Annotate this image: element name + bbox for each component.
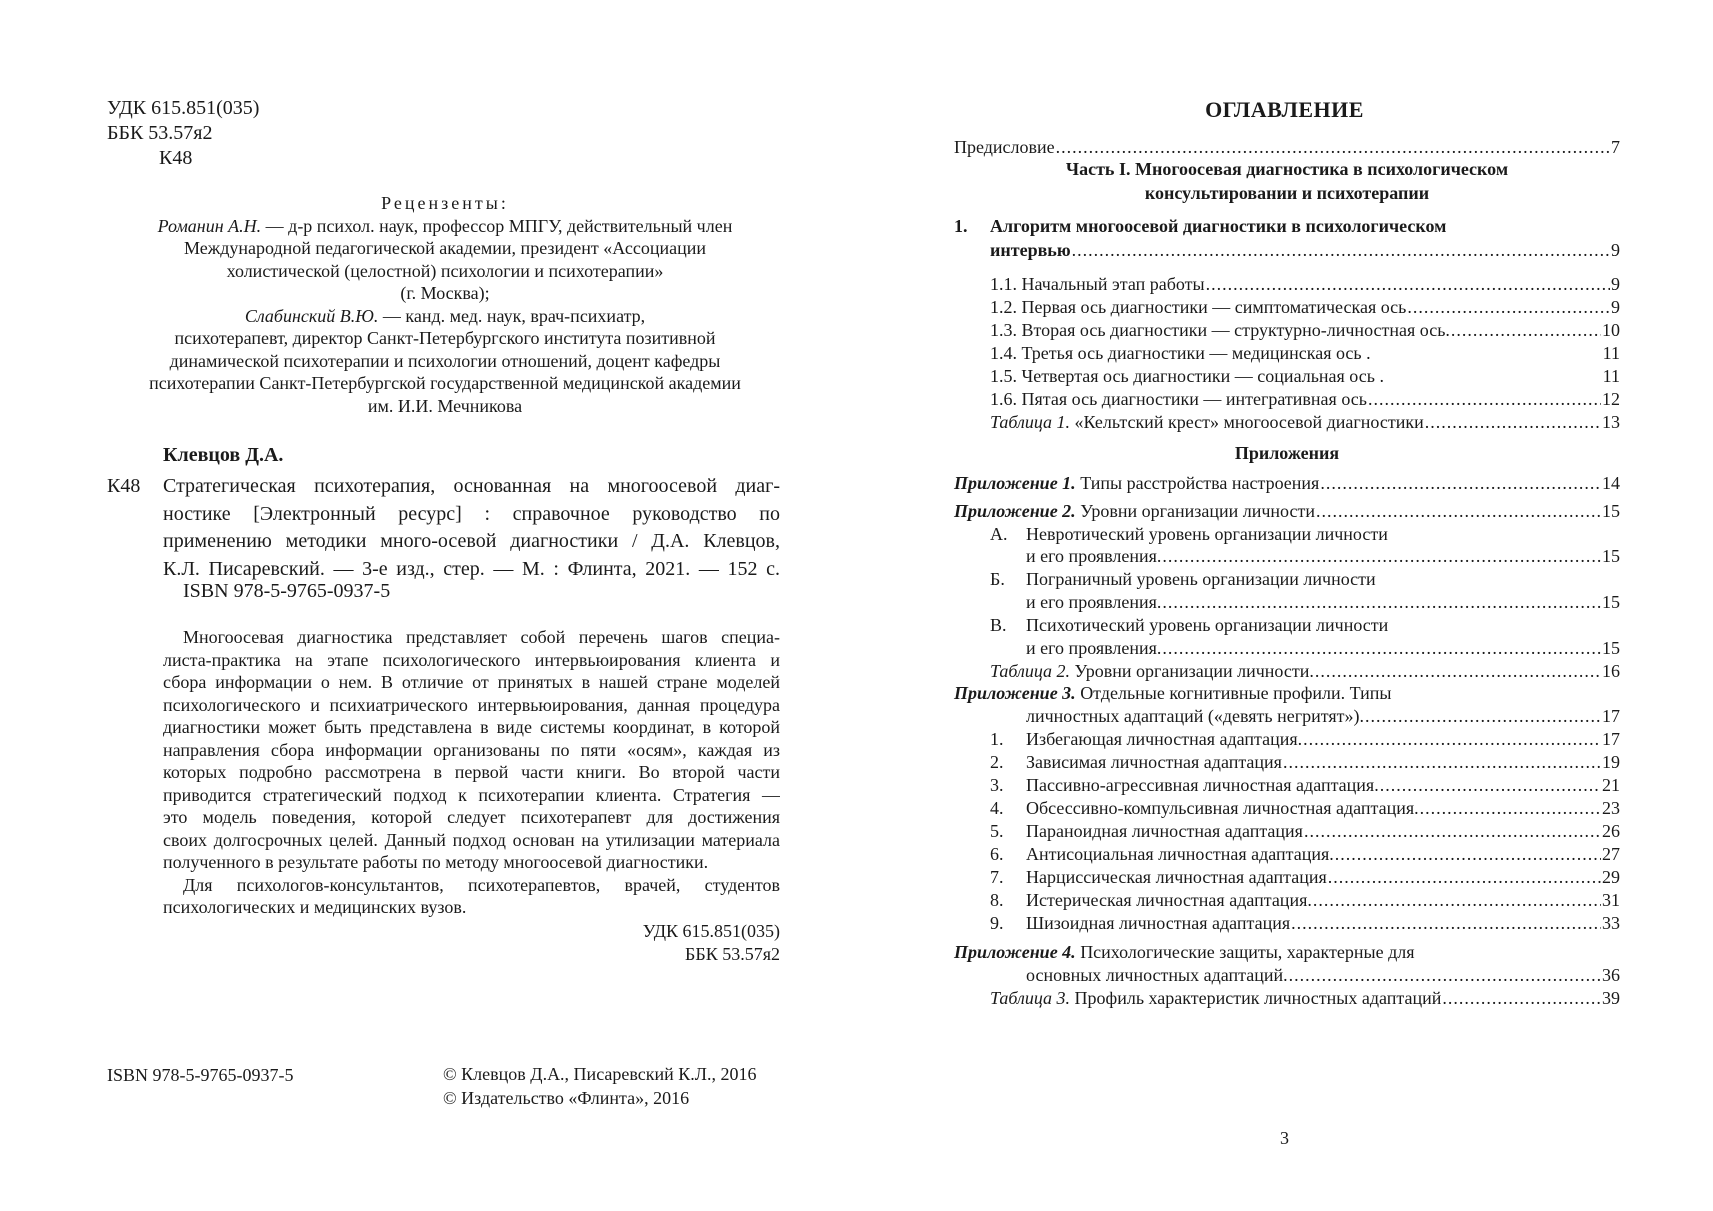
abstract-line: своих долгосрочных целей. Данный подход основан на утилизации материала [163,829,780,850]
abstract [163,626,780,919]
toc-entry-text: Уровни организации личности [1075,501,1315,521]
item-title: Психотический уровень организации личности [1026,615,1389,635]
toc-entry-table-2[interactable] [990,659,1620,683]
toc-page-number: 13 [1602,412,1620,432]
abstract-line: Многоосевая диагностика представляет собой перечень шагов специа- [183,627,780,647]
toc-entry-text: основных личностных адаптаций. [1026,965,1288,985]
reviewer-2: Слабинский В.Ю. — канд. мед. наук, врач-психиатр, [244,305,646,326]
reviewer-2-line: психотерапии Санкт-Петербургской государственной медицинской академии [149,373,741,393]
toc-entry-adaptation[interactable] [990,888,1620,912]
toc-entry-section[interactable] [990,364,1620,388]
leader-dots [1206,272,1610,296]
toc-entry-chapter-1[interactable] [990,238,1620,262]
toc-entry-text: Нарциссическая личностная адаптация [1026,867,1327,887]
toc-page-number: 19 [1602,752,1620,772]
toc-entry-text: и его проявления. [1026,638,1162,658]
reviewers-heading: Рецензенты: [381,193,509,213]
table-label: Таблица 3. [990,988,1071,1008]
leader-dots [1368,387,1601,411]
toc-entry-text: личностных адаптаций («девять негритят»). [1026,706,1365,726]
toc-entry-appendix-1[interactable] [954,471,1620,495]
leader-dots [1072,238,1610,262]
toc-entry-section[interactable] [990,295,1620,319]
part-1-line: консультировании и психотерапии [1144,183,1430,203]
toc-page-number: 16 [1602,661,1620,681]
reviewer-1: Романин А.Н. — д-р психол. наук, профессор МПГУ, действительный член [157,215,733,236]
toc-page-number: 10 [1602,320,1620,340]
reviewers-block [125,192,765,417]
leader-dots [1407,295,1610,319]
bbk-code: ББК 53.57я2 [107,122,213,144]
abstract-line: диагностики может быть представлена в виде системы координат, в которой [163,717,780,737]
reviewer-1-line: Международной педагогической академии, президент «Ассоциации [184,238,706,258]
isbn-top: ISBN 978-5-9765-0937-5 [183,580,391,602]
toc-page-number: 9 [1611,240,1620,260]
appendix-4-heading [954,940,1415,964]
toc-page-number: 36 [1602,965,1620,985]
toc-page-number: 11 [1602,366,1620,386]
toc-page-number: 17 [1602,729,1620,749]
appendix-3-heading [954,681,1392,705]
reviewer-1-line: холистической (целостной) психологии и психотерапии» [226,260,664,281]
toc-page-number: 15 [1602,501,1620,521]
reviewer-1-line: (г. Москва); [400,283,490,303]
toc-entry-adaptation[interactable] [990,865,1620,889]
toc-entry-preface[interactable] [954,135,1620,159]
toc-page-number: 15 [1602,546,1620,566]
part-1-line: Часть I. Многоосевая диагностика в психологическом [1065,159,1509,179]
toc-page-number: 15 [1602,638,1620,658]
abstract-line: полученного в результате работы по методу многоосевой диагностики. [163,852,709,872]
item-number: 4. [990,798,1004,818]
abstract-line: которых подробно рассмотрена в первой части книги. Во второй части [163,762,780,782]
item-number: 3. [990,775,1004,795]
toc-entry-text: 1.5. Четвертая ось диагностики — социальная ось . [990,366,1384,386]
toc-page-number: 11 [1602,343,1620,363]
abstract-line: сбора информации о нем. В отличие от принятых в нашей стране моделей [163,672,780,692]
udk-code: УДК 615.851(035) [107,97,260,119]
chapter-number: 1. [954,216,968,236]
leader-dots [1328,865,1601,889]
toc-entry-text: Избегающая личностная адаптация. [1026,729,1303,749]
toc-entry-text: Истерическая личностная адаптация. [1026,890,1312,910]
reviewer-2-line: психотерапевт, директор Санкт-Петербургского института позитивной [174,328,716,348]
toc-entry-adaptation[interactable] [990,727,1620,751]
toc-entry-adaptation[interactable] [990,819,1620,843]
toc-page-number: 27 [1602,844,1620,864]
side-author-mark: К48 [107,475,141,497]
reviewer-2-name: Слабинский В.Ю. [244,305,379,326]
toc-entry-text: 1.4. Третья ось диагностики — медицинская ось . [990,343,1371,363]
table-label: Таблица 1. [990,412,1071,432]
toc-page-number: 15 [1602,592,1620,612]
abstract-line: психологических и медицинских вузов. [163,897,467,917]
toc-page-number: 39 [1602,988,1620,1008]
leader-dots [1056,135,1610,159]
toc-entry-text: 1.3. Вторая ось диагностики — структурно-личностная ось. [990,320,1450,340]
copyright-block [443,1063,757,1110]
toc-entry-appendix-2-a[interactable] [1026,544,1620,568]
toc-entry-text: Обсессивно-компульсивная личностная адаптация. [1026,798,1419,818]
toc-entry-section[interactable] [990,272,1620,296]
toc-page-number: 31 [1602,890,1620,910]
toc-entry-text: Профиль характеристик личностных адаптаций [1070,988,1442,1008]
item-title: Пограничный уровень организации личности [1026,569,1376,589]
appendix-label: Приложение 1. [954,473,1076,493]
toc-entry-text: 1.2. Первая ось диагностики — симптоматическая ось [990,297,1407,317]
author-mark: К48 [159,147,193,169]
toc-entry-text: 1.1. Начальный этап работы [990,274,1205,294]
toc-page-number: 14 [1602,473,1620,493]
toc-entry-text: и его проявления. [1026,546,1162,566]
biblio-line: применению методики много-осевой диагностики / Д.А. Клевцов, [163,530,780,552]
biblio-line: ностике [Электронный ресурс] : справочное руководство по [163,502,780,525]
toc-entry-text: Типы расстройства настроения [1075,473,1320,493]
leader-dots [1162,590,1601,614]
toc-entry-text: Шизоидная личностная адаптация [1026,913,1291,933]
appendix-2-item-b [990,567,1376,591]
toc-title: ОГЛАВЛЕНИЕ [1205,97,1364,122]
toc-page-number: 29 [1602,867,1620,887]
reviewer-2-line: им. И.И. Мечникова [367,395,523,416]
appendix-label: Приложение 4. [954,942,1076,962]
toc-page-number: 12 [1602,389,1620,409]
toc-entry-appendix-2[interactable] [954,499,1620,523]
item-number: 2. [990,752,1004,772]
toc-entry-text: и его проявления. [1026,592,1162,612]
leader-dots [1162,544,1601,568]
item-title: Невротический уровень организации личности [1026,524,1388,544]
leader-dots [1291,911,1601,935]
leader-dots [1365,704,1601,728]
abstract-line: приводится стратегический подход к психотерапии клиента. Стратегия — [163,784,780,805]
item-letter: В. [990,615,1007,635]
abstract-line: психологического и психиатрического интервьюирования, данная процедура [163,694,780,715]
toc-entry-section[interactable] [990,387,1620,411]
toc-entry-text: Параноидная личностная адаптация [1026,821,1303,841]
toc-entry-adaptation[interactable] [990,750,1620,774]
abstract-line: направления сбора информации организованы по пяти «осям», каждая из [163,739,780,760]
toc-entry-appendix-3[interactable] [1026,704,1620,728]
toc-page-number: 26 [1602,821,1620,841]
appendix-label: Приложение 3. [954,683,1076,703]
bbk-code-right: ББК 53.57я2 [685,944,780,964]
toc-entry-text: Уровни организации личности. [1070,661,1314,681]
chapter-1-heading [954,214,1446,238]
abstract-line: это модель поведения, которой следует психотерапевт для достижения [163,807,780,827]
item-letter: Б. [990,569,1005,589]
toc-entry-text: Зависимая личностная адаптация [1026,752,1282,772]
toc-entry-appendix-2-c[interactable] [1026,636,1620,660]
appendix-2-item-c [990,613,1388,637]
leader-dots [1420,796,1601,820]
toc-entry-adaptation[interactable] [990,842,1620,866]
toc-entry-adaptation[interactable] [990,796,1620,820]
leader-dots [1320,471,1601,495]
part-1-heading [954,157,1620,205]
item-letter: А. [990,524,1008,544]
leader-dots [1315,659,1601,683]
toc-page-number: 21 [1602,775,1620,795]
toc-entry-text: Пассивно-агрессивная личностная адаптация. [1026,775,1379,795]
reviewer-1-name: Романин А.Н. [157,215,262,236]
leader-dots [1313,888,1601,912]
toc-entry-appendix-2-b[interactable] [1026,590,1620,614]
leader-dots [1335,842,1601,866]
toc-entry-table-3[interactable] [990,986,1620,1010]
reviewer-2-line: динамической психотерапии и психологии отношений, доцент кафедры [169,350,721,371]
leader-dots [1316,499,1601,523]
toc-entry-text: 1.6. Пятая ось диагностики — интегративная ось [990,389,1367,409]
leader-dots [1425,410,1601,434]
right-page [856,0,1713,1211]
leader-dots [1283,750,1601,774]
isbn-bottom: ISBN 978-5-9765-0937-5 [107,1065,294,1085]
page-number: 3 [1280,1128,1289,1148]
item-number: 9. [990,913,1004,933]
leader-dots [1304,819,1601,843]
leader-dots [1451,318,1601,342]
left-page [0,0,856,1211]
toc-entry-text: «Кельтский крест» многоосевой диагностики [1070,412,1424,432]
toc-entry-section[interactable] [990,318,1620,342]
biblio-line: К.Л. Писаревский. — 3-е изд., стер. — М. : Флинта, 2021. — 152 с. [163,557,780,580]
author-name: Клевцов Д.А. [163,444,284,466]
appendix-title: Психологические защиты, характерные для [1075,942,1415,962]
copyright-publisher: © Издательство «Флинта», 2016 [443,1087,690,1108]
classification-codes [107,96,259,171]
classification-codes-right [560,920,780,966]
appendices-heading: Приложения [1234,443,1340,463]
appendix-label: Приложение 2. [954,501,1076,521]
toc-entry-table-1[interactable] [990,410,1620,434]
udk-code-right: УДК 615.851(035) [642,921,780,941]
leader-dots [1289,963,1601,987]
appendix-2-item-a [990,522,1388,546]
biblio-line: Стратегическая психотерапия, основанная на многоосевой диаг- [163,475,780,497]
chapter-title: Алгоритм многоосевой диагностики в психологическом [990,216,1447,236]
copyright-authors: © Клевцов Д.А., Писаревский К.Л., 2016 [443,1064,757,1084]
toc-entry-text: Антисоциальная личностная адаптация. [1026,844,1334,864]
table-label: Таблица 2. [990,661,1071,681]
toc-page-number: 23 [1602,798,1620,818]
item-number: 5. [990,821,1004,841]
item-number: 7. [990,867,1004,887]
toc-entry-text: Предисловие [954,137,1055,157]
item-number: 8. [990,890,1004,910]
abstract-line: Для психологов-консультантов, психотерапевтов, врачей, студентов [183,874,780,895]
toc-page-number: 7 [1611,137,1620,157]
toc-entry-adaptation[interactable] [990,773,1620,797]
leader-dots [1303,727,1601,751]
toc-entry-adaptation[interactable] [990,911,1620,935]
leader-dots [1380,773,1601,797]
toc-entry-text: интервью [990,240,1071,260]
item-number: 6. [990,844,1004,864]
toc-page-number: 17 [1602,706,1620,726]
appendix-title: Отдельные когнитивные профили. Типы [1075,683,1392,703]
item-number: 1. [990,729,1004,749]
toc-entry-appendix-4[interactable] [1026,963,1620,987]
leader-dots [1162,636,1601,660]
toc-page-number: 33 [1602,913,1620,933]
toc-entry-section[interactable] [990,341,1620,365]
toc-page-number: 9 [1611,274,1620,294]
leader-dots [1442,986,1601,1010]
toc-page-number: 9 [1611,297,1620,317]
abstract-line: листа-практика на этапе психологического интервьюирования клиента и [163,649,780,670]
bibliographic-description [163,473,780,583]
